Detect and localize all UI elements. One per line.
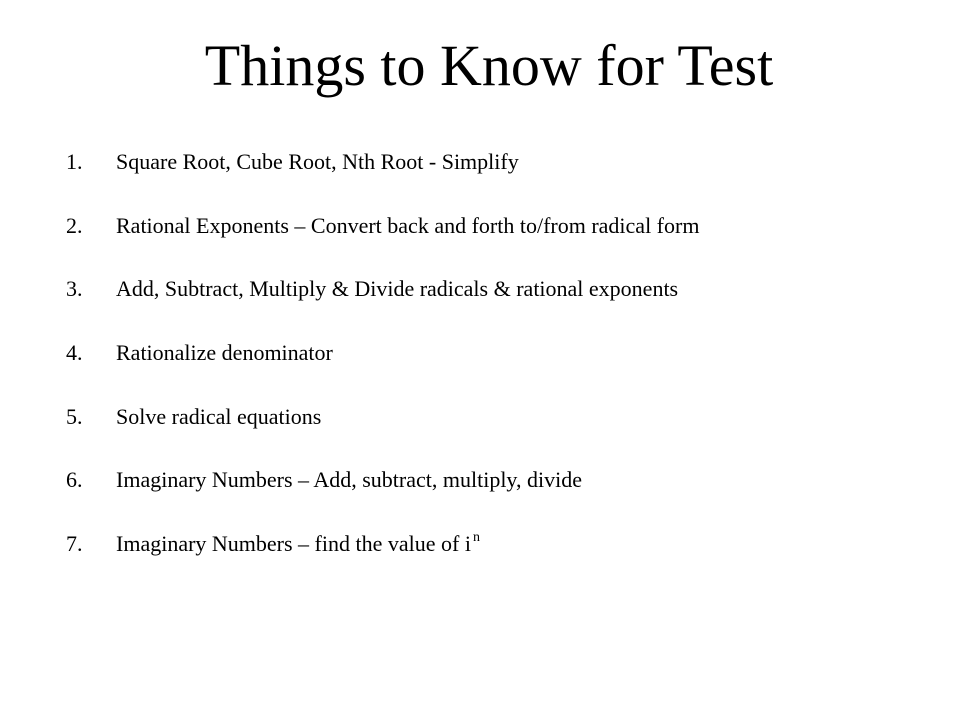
list-item (66, 146, 699, 210)
topic-list (66, 146, 699, 592)
item-text: Square Root, Cube Root, Nth Root - Simplify (116, 149, 519, 174)
item-text: Solve radical equations (116, 403, 322, 429)
item-number: 3. (66, 276, 83, 302)
list-item (66, 528, 699, 592)
item-number: 1. (66, 149, 83, 174)
item-text: Imaginary Numbers – Add, subtract, multiply, divide (116, 467, 582, 493)
item-text: Add, Subtract, Multiply & Divide radicals & rational exponents (116, 276, 679, 302)
item-number: 6. (66, 467, 83, 493)
item-text-main: Imaginary Numbers – find the value of i (116, 531, 471, 557)
list-item (66, 210, 699, 274)
list-item (66, 464, 699, 528)
slide-title: Things to Know for Test (204, 33, 774, 98)
item-number: 5. (66, 403, 83, 429)
list-item (66, 401, 699, 465)
item-number: 7. (66, 531, 83, 557)
item-text: Rational Exponents – Convert back and forth to/from radical form (116, 212, 700, 238)
list-item (66, 337, 699, 401)
item-text: Rationalize denominator (116, 340, 333, 366)
exponent-superscript: n (472, 529, 480, 545)
list-item (66, 273, 699, 337)
item-number: 2. (66, 212, 83, 238)
item-number: 4. (66, 340, 83, 366)
item-text (116, 528, 480, 560)
